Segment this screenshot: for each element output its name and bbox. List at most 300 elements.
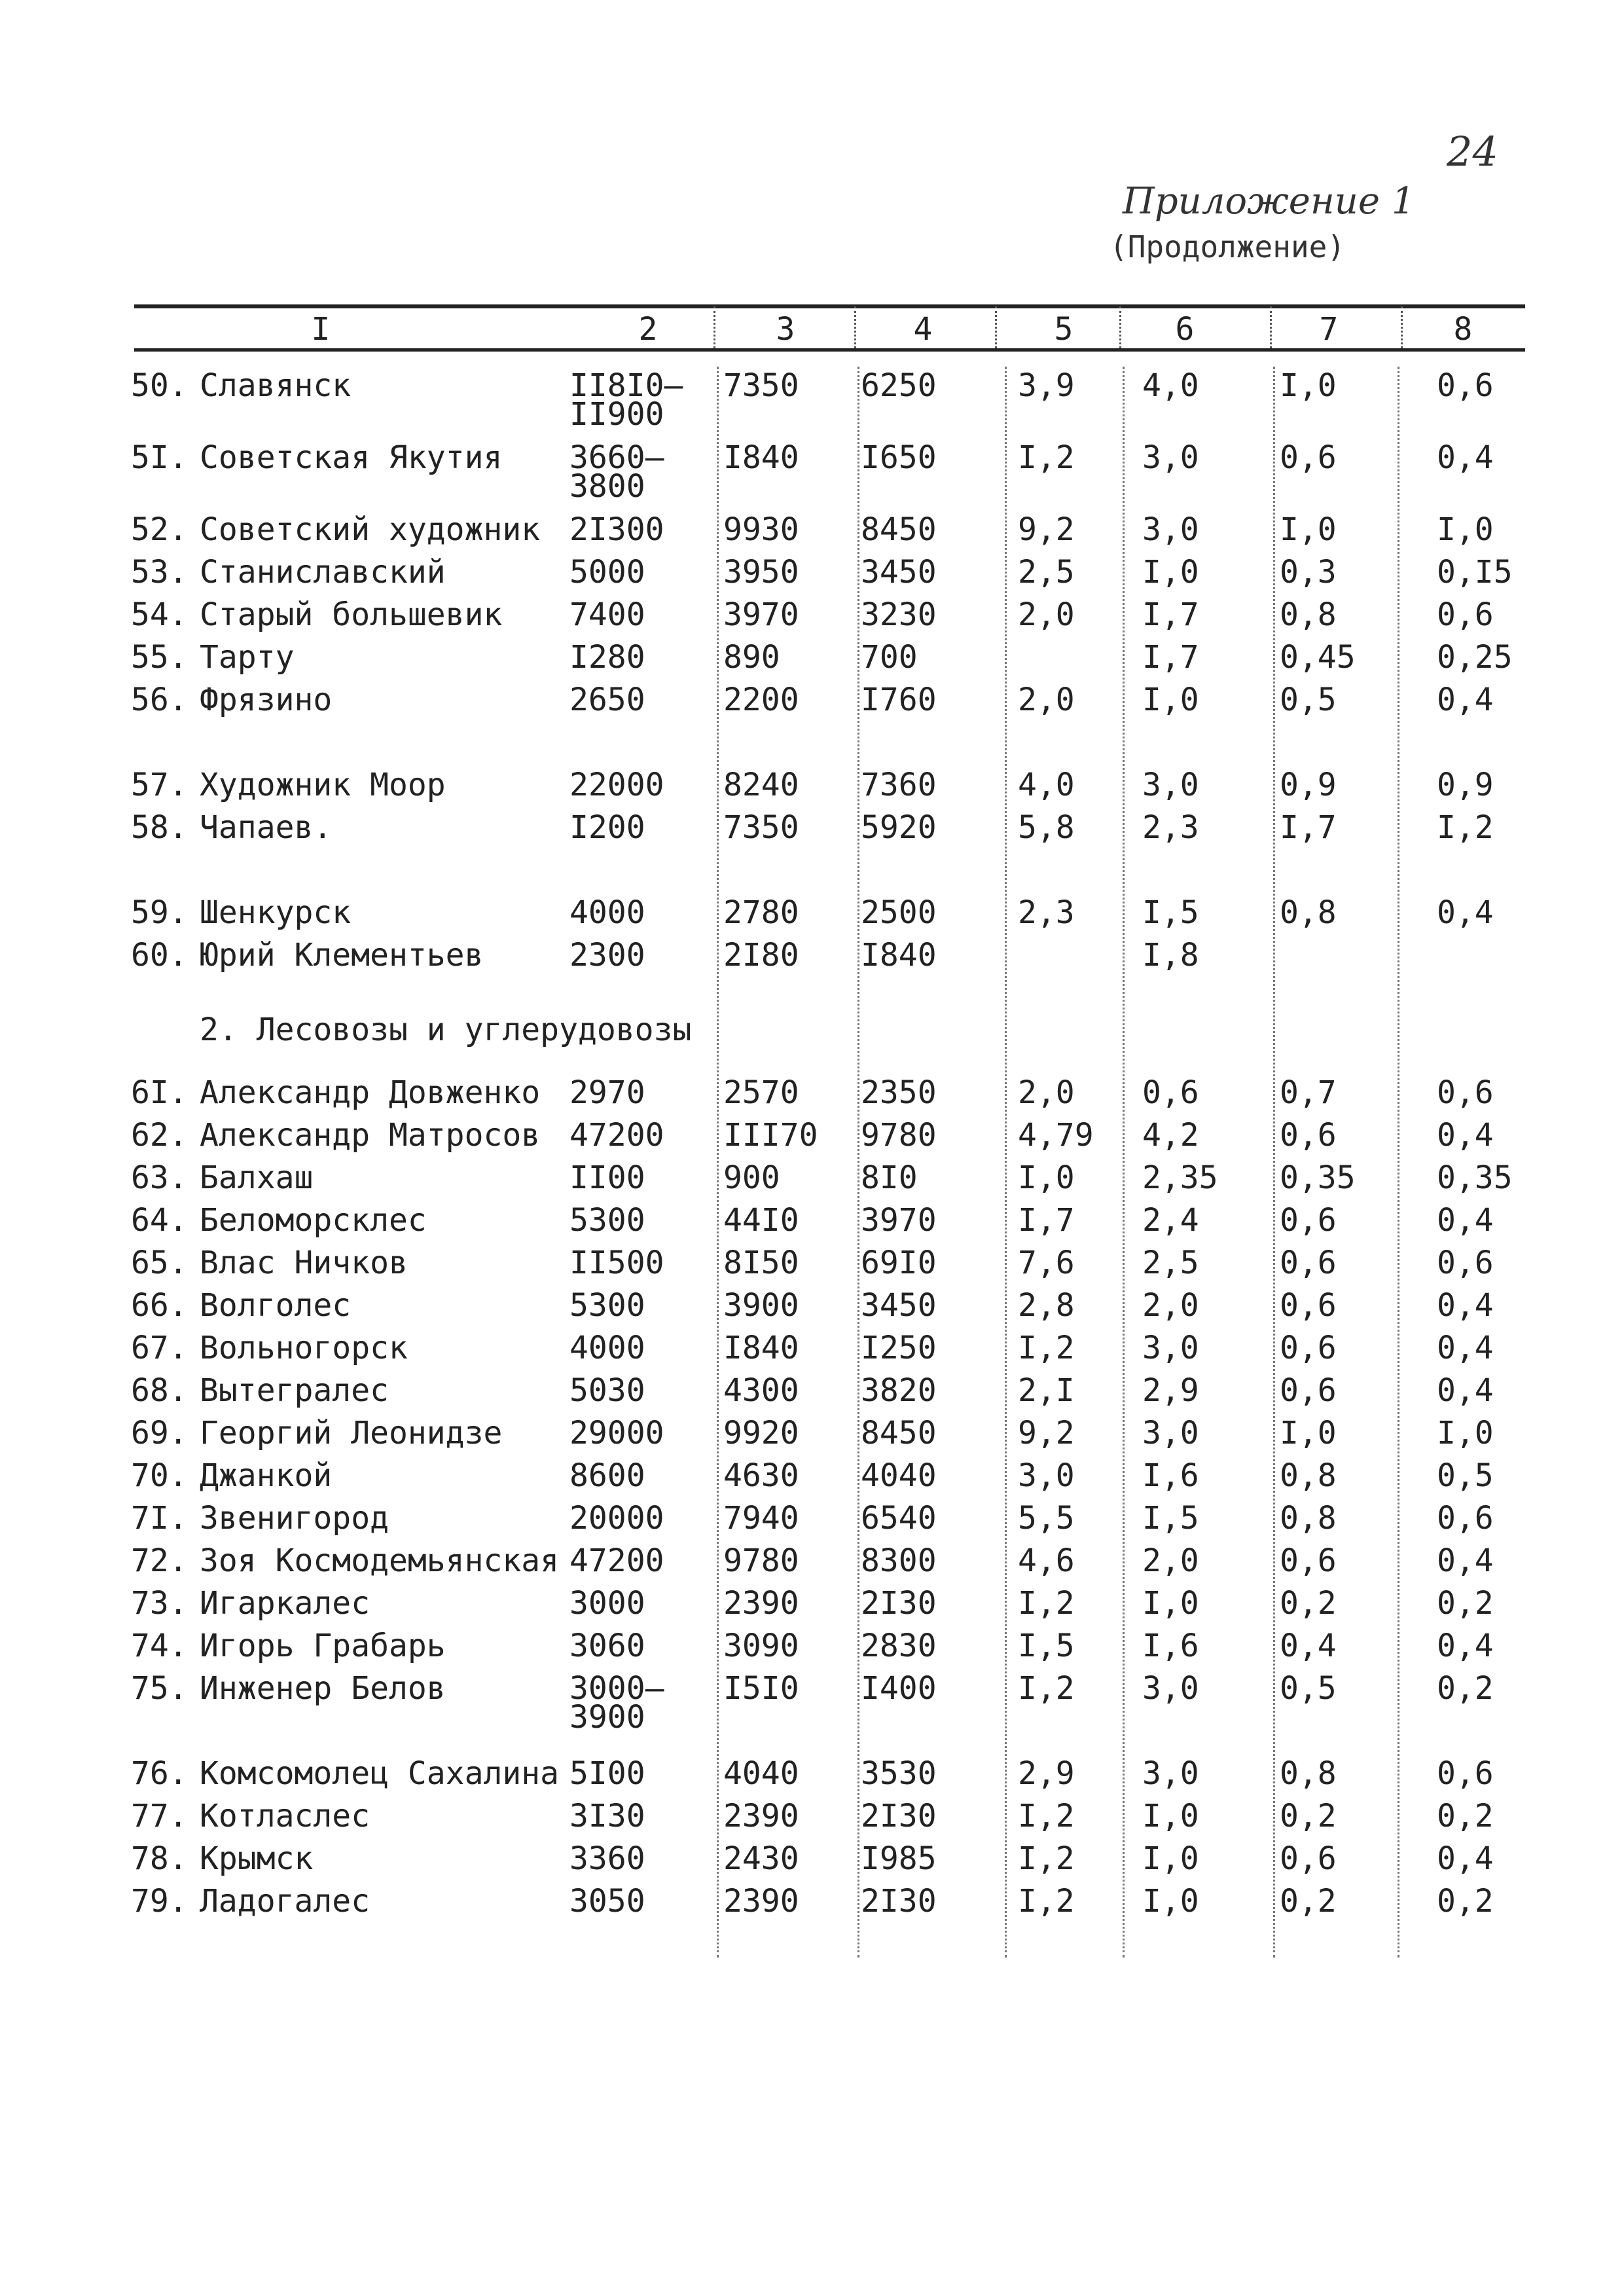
- cell-col-8: 0,2: [1437, 1883, 1494, 1920]
- table-row: [0, 1457, 1624, 1506]
- cell-col-3: 7940: [723, 1500, 799, 1537]
- vessel-name: Чапаев.: [200, 809, 333, 846]
- cell-col-3: 2200: [723, 682, 799, 718]
- cell-col-7: 0,4: [1280, 1628, 1337, 1664]
- cell-col-2: II500: [569, 1245, 664, 1281]
- cell-col-3: 890: [723, 639, 780, 676]
- cell-col-6: 3,0: [1142, 1755, 1199, 1792]
- cell-col-6: 3,0: [1142, 439, 1199, 476]
- row-number: 63.: [131, 1159, 188, 1196]
- vessel-name: Котласлес: [200, 1798, 370, 1834]
- row-number: 59.: [131, 894, 188, 931]
- cell-col-8: 0,9: [1437, 767, 1494, 803]
- cell-col-5: 5,8: [1018, 809, 1075, 846]
- cell-col-2: 5000: [569, 554, 645, 591]
- appendix-title: Приложение 1: [1123, 180, 1415, 223]
- cell-col-6: 3,0: [1142, 1330, 1199, 1366]
- cell-col-7: 0,6: [1280, 1245, 1337, 1281]
- cell-col-2: 3000: [569, 1585, 645, 1622]
- cell-col-2: 2970: [569, 1074, 645, 1111]
- cell-col-6: I,0: [1142, 1883, 1199, 1920]
- cell-col-6: 3,0: [1142, 511, 1199, 548]
- cell-col-5: 2,5: [1018, 554, 1075, 591]
- vessel-name: Балхаш: [200, 1159, 314, 1196]
- cell-col-6: I,0: [1142, 1840, 1199, 1877]
- cell-col-2: 8600: [569, 1457, 645, 1494]
- cell-col-5: I,7: [1018, 1202, 1075, 1239]
- cell-col-4: 8I0: [861, 1159, 918, 1196]
- cell-col-5: I,2: [1018, 1840, 1075, 1877]
- cell-col-3: 2390: [723, 1798, 799, 1834]
- table-row: [0, 1630, 1624, 1676]
- cell-col-3: III70: [723, 1117, 818, 1154]
- row-number: 6I.: [131, 1074, 188, 1111]
- cell-col-6: 3,0: [1142, 1415, 1199, 1451]
- cell-col-2: 22000: [569, 767, 664, 803]
- cell-col-4: 3820: [861, 1372, 937, 1409]
- cell-col-4: 6540: [861, 1500, 937, 1537]
- cell-col-7: 0,5: [1280, 1670, 1337, 1707]
- table-row: [0, 939, 1624, 985]
- table-row: [0, 894, 1624, 943]
- table-row: [0, 684, 1624, 730]
- cell-col-6: 2,35: [1142, 1159, 1218, 1196]
- cell-col-8: 0,25: [1437, 639, 1513, 676]
- cell-col-3: 9920: [723, 1415, 799, 1451]
- vessel-name: Комсомолец Сахалина: [200, 1755, 560, 1792]
- cell-col-4: 9780: [861, 1117, 937, 1154]
- table-row: [0, 1074, 1624, 1123]
- vessel-name: Беломорсклес: [200, 1202, 427, 1239]
- cell-col-4: I650: [861, 439, 937, 476]
- cell-col-2: 4000: [569, 1330, 645, 1366]
- cell-col-8: 0,4: [1437, 1542, 1494, 1579]
- cell-col-2: 20000: [569, 1500, 664, 1537]
- vessel-name: Ладогалес: [200, 1883, 370, 1920]
- row-number: 64.: [131, 1202, 188, 1239]
- table-row: [0, 1840, 1624, 1889]
- row-number: 78.: [131, 1840, 188, 1877]
- cell-col-4: 7360: [861, 767, 937, 803]
- cell-col-6: I,0: [1142, 1798, 1199, 1834]
- cell-col-4: 3970: [861, 1202, 937, 1239]
- vessel-name: Тарту: [200, 639, 295, 676]
- cell-col-7: 0,6: [1280, 1287, 1337, 1324]
- cell-col-8: 0,I5: [1437, 554, 1513, 591]
- vessel-name: Игаркалес: [200, 1585, 370, 1622]
- cell-col-5: I,2: [1018, 439, 1075, 476]
- cell-col-5: 4,0: [1018, 767, 1075, 803]
- cell-col-2: 47200: [569, 1542, 664, 1579]
- cell-col-2: 3360: [569, 1840, 645, 1877]
- cell-col-3: 8240: [723, 767, 799, 803]
- cell-col-3: 3090: [723, 1628, 799, 1664]
- vessel-name: Георгий Леонидзе: [200, 1415, 503, 1451]
- vessel-name: Зоя Космодемьянская: [200, 1542, 560, 1579]
- vessel-name: Славянск: [200, 367, 352, 404]
- row-number: 54.: [131, 596, 188, 633]
- cell-col-4: 3530: [861, 1755, 937, 1792]
- column-divider: [717, 367, 719, 1958]
- cell-col-3: I840: [723, 439, 799, 476]
- cell-col-4: 2I30: [861, 1585, 937, 1622]
- cell-col-2: 5I00: [569, 1755, 645, 1792]
- cell-col-5: I,2: [1018, 1883, 1075, 1920]
- cell-col-7: 0,2: [1280, 1883, 1337, 1920]
- row-number: 66.: [131, 1287, 188, 1324]
- row-number: 53.: [131, 554, 188, 591]
- vessel-name: Александр Матросов: [200, 1117, 541, 1154]
- cell-col-3: 4300: [723, 1372, 799, 1409]
- cell-col-7: I,0: [1280, 1415, 1337, 1451]
- cell-col-6: 2,4: [1142, 1202, 1199, 1239]
- cell-col-5: I,2: [1018, 1798, 1075, 1834]
- table-row: [0, 1247, 1624, 1293]
- table-row: [0, 1883, 1624, 1931]
- column-divider: [857, 367, 859, 1958]
- cell-col-7: I,7: [1280, 809, 1337, 846]
- cell-col-6: I,0: [1142, 554, 1199, 591]
- cell-col-2: 47200: [569, 1117, 664, 1154]
- cell-col-8: 0,6: [1437, 1755, 1494, 1792]
- cell-col-2: 5300: [569, 1287, 645, 1324]
- table-row: [0, 1287, 1624, 1336]
- cell-col-2-continuation: 3800: [569, 468, 645, 505]
- cell-col-3: 7350: [723, 367, 799, 404]
- cell-col-5: 2,0: [1018, 682, 1075, 718]
- cell-col-2: 3660– 3800: [569, 439, 664, 505]
- cell-col-3: 9930: [723, 511, 799, 548]
- cell-col-3: 2I80: [723, 937, 799, 974]
- table-row: [0, 439, 1624, 505]
- cell-col-7: 0,6: [1280, 1330, 1337, 1366]
- cell-col-2: 2300: [569, 937, 645, 974]
- cell-col-8: 0,6: [1437, 1500, 1494, 1537]
- cell-col-8: 0,6: [1437, 1074, 1494, 1111]
- row-number: 74.: [131, 1628, 188, 1664]
- cell-col-3: 7350: [723, 809, 799, 846]
- cell-col-2: 2650: [569, 682, 645, 718]
- row-number: 75.: [131, 1670, 188, 1707]
- cell-col-5: 2,0: [1018, 1074, 1075, 1111]
- cell-col-6: 4,0: [1142, 367, 1199, 404]
- cell-col-5: I,0: [1018, 1159, 1075, 1196]
- cell-col-4: 5920: [861, 809, 937, 846]
- table-row: [0, 1800, 1624, 1846]
- cell-col-6: I,8: [1142, 937, 1199, 974]
- cell-col-6: I,7: [1142, 596, 1199, 633]
- cell-col-4: I760: [861, 682, 937, 718]
- cell-col-6: I,0: [1142, 682, 1199, 718]
- cell-col-6: 2,0: [1142, 1287, 1199, 1324]
- cell-col-5: 5,5: [1018, 1500, 1075, 1537]
- column-header: 2: [638, 311, 658, 348]
- cell-col-7: 0,5: [1280, 682, 1337, 718]
- cell-col-4: I840: [861, 937, 937, 974]
- cell-col-2: 3060: [569, 1628, 645, 1664]
- cell-col-4: 69I0: [861, 1245, 937, 1281]
- cell-col-6: I,7: [1142, 639, 1199, 676]
- cell-col-7: 0,6: [1280, 1840, 1337, 1877]
- table-row: [0, 1755, 1624, 1804]
- cell-col-3: 44I0: [723, 1202, 799, 1239]
- cell-col-8: I,0: [1437, 511, 1494, 548]
- cell-col-8: 0,4: [1437, 1202, 1494, 1239]
- row-number: 73.: [131, 1585, 188, 1622]
- vessel-name: Художник Моор: [200, 767, 446, 803]
- cell-col-6: 0,6: [1142, 1074, 1199, 1111]
- cell-col-7: 0,35: [1280, 1159, 1356, 1196]
- cell-col-6: I,5: [1142, 1500, 1199, 1537]
- table-row: [0, 809, 1624, 858]
- row-number: 70.: [131, 1457, 188, 1494]
- cell-col-2: 5300: [569, 1202, 645, 1239]
- cell-col-5: 2,0: [1018, 596, 1075, 633]
- cell-col-2: 29000: [569, 1415, 664, 1451]
- column-divider: [1123, 367, 1125, 1958]
- row-number: 62.: [131, 1117, 188, 1154]
- cell-col-7: 0,6: [1280, 1542, 1337, 1579]
- cell-col-2: I280: [569, 639, 645, 676]
- cell-col-8: 0,4: [1437, 439, 1494, 476]
- vessel-name: Крымск: [200, 1840, 314, 1877]
- column-divider: [1401, 306, 1403, 348]
- vessel-name: Юрий Клементьев: [200, 937, 484, 974]
- vessel-name: Волголес: [200, 1287, 352, 1324]
- cell-col-4: 3450: [861, 1287, 937, 1324]
- cell-col-3: I840: [723, 1330, 799, 1366]
- cell-col-7: 0,8: [1280, 596, 1337, 633]
- cell-col-8: 0,4: [1437, 1840, 1494, 1877]
- cell-col-2: 7400: [569, 596, 645, 633]
- cell-col-8: 0,6: [1437, 367, 1494, 404]
- cell-col-8: I,0: [1437, 1415, 1494, 1451]
- table-top-rule: [134, 304, 1525, 308]
- vessel-name: Игорь Грабарь: [200, 1628, 446, 1664]
- cell-col-3: 9780: [723, 1542, 799, 1579]
- column-divider: [1119, 306, 1121, 348]
- cell-col-8: 0,5: [1437, 1457, 1494, 1494]
- cell-col-6: I,6: [1142, 1457, 1199, 1494]
- row-number: 60.: [131, 937, 188, 974]
- cell-col-3: 3970: [723, 596, 799, 633]
- cell-col-3: 3950: [723, 554, 799, 591]
- cell-col-6: I,5: [1142, 894, 1199, 931]
- cell-col-4: 2I30: [861, 1883, 937, 1920]
- cell-col-4: 2I30: [861, 1798, 937, 1834]
- column-divider: [1273, 367, 1275, 1958]
- cell-col-4: 3230: [861, 596, 937, 633]
- row-number: 65.: [131, 1245, 188, 1281]
- cell-col-2-continuation: II900: [569, 396, 664, 433]
- vessel-name: Советская Якутия: [200, 439, 503, 476]
- cell-col-4: 2830: [861, 1628, 937, 1664]
- cell-col-3: 2780: [723, 894, 799, 931]
- row-number: 52.: [131, 511, 188, 548]
- cell-col-3: 2570: [723, 1074, 799, 1111]
- column-divider: [1270, 306, 1272, 348]
- cell-col-4: 8300: [861, 1542, 937, 1579]
- table-row: [0, 596, 1624, 645]
- cell-col-8: 0,4: [1437, 894, 1494, 931]
- vessel-name: Шенкурск: [200, 894, 352, 931]
- table-row: [0, 556, 1624, 602]
- column-header: 4: [913, 311, 933, 348]
- cell-col-8: 0,2: [1437, 1670, 1494, 1707]
- row-number: 69.: [131, 1415, 188, 1451]
- column-header: 7: [1319, 311, 1339, 348]
- row-number: 77.: [131, 1798, 188, 1834]
- column-divider: [713, 306, 715, 348]
- cell-col-5: I,2: [1018, 1670, 1075, 1707]
- column-divider: [854, 306, 856, 348]
- column-header: 5: [1054, 311, 1074, 348]
- vessel-name: Александр Довженко: [200, 1074, 541, 1111]
- row-number: 56.: [131, 682, 188, 718]
- row-number: 72.: [131, 1542, 188, 1579]
- cell-col-4: I400: [861, 1670, 937, 1707]
- row-number: 7I.: [131, 1500, 188, 1537]
- cell-col-2: 2I300: [569, 511, 664, 548]
- cell-col-3: 2390: [723, 1585, 799, 1622]
- cell-col-3: I5I0: [723, 1670, 799, 1707]
- cell-col-6: 4,2: [1142, 1117, 1199, 1154]
- cell-col-8: 0,2: [1437, 1585, 1494, 1622]
- table-row: [0, 1585, 1624, 1633]
- row-number: 50.: [131, 367, 188, 404]
- cell-col-7: 0,6: [1280, 1202, 1337, 1239]
- cell-col-6: I,0: [1142, 1585, 1199, 1622]
- cell-col-7: 0,6: [1280, 1372, 1337, 1409]
- table-row: [0, 1670, 1624, 1736]
- cell-col-5: 2,8: [1018, 1287, 1075, 1324]
- column-divider: [995, 306, 997, 348]
- row-number: 79.: [131, 1883, 188, 1920]
- page-number: 24: [1447, 128, 1498, 175]
- cell-col-4: 2350: [861, 1074, 937, 1111]
- cell-col-5: I,2: [1018, 1585, 1075, 1622]
- cell-col-2: I200: [569, 809, 645, 846]
- cell-col-2: 3050: [569, 1883, 645, 1920]
- table-row: [0, 1542, 1624, 1591]
- cell-col-3: 2390: [723, 1883, 799, 1920]
- cell-col-8: 0,4: [1437, 1372, 1494, 1409]
- cell-col-4: 2500: [861, 894, 937, 931]
- table-row: [0, 1159, 1624, 1208]
- table-row: [0, 1117, 1624, 1165]
- column-header: 8: [1453, 311, 1473, 348]
- row-number: 68.: [131, 1372, 188, 1409]
- cell-col-7: 0,9: [1280, 767, 1337, 803]
- cell-col-2: II8I0– II900: [569, 367, 683, 433]
- cell-col-8: 0,4: [1437, 1117, 1494, 1154]
- cell-col-3: 8I50: [723, 1245, 799, 1281]
- vessel-name: Вольногорск: [200, 1330, 408, 1366]
- row-number: 76.: [131, 1755, 188, 1792]
- cell-col-8: 0,4: [1437, 1287, 1494, 1324]
- cell-col-7: 0,8: [1280, 1500, 1337, 1537]
- cell-col-7: 0,6: [1280, 439, 1337, 476]
- cell-col-5: 9,2: [1018, 511, 1075, 548]
- cell-col-8: 0,35: [1437, 1159, 1513, 1196]
- table-row: [0, 1372, 1624, 1421]
- row-number: 55.: [131, 639, 188, 676]
- cell-col-6: 2,0: [1142, 1542, 1199, 1579]
- cell-col-7: 0,8: [1280, 1755, 1337, 1792]
- cell-col-5: 2,I: [1018, 1372, 1075, 1409]
- cell-col-7: 0,2: [1280, 1798, 1337, 1834]
- cell-col-5: 7,6: [1018, 1245, 1075, 1281]
- vessel-name: Звенигород: [200, 1500, 389, 1537]
- cell-col-8: 0,6: [1437, 1245, 1494, 1281]
- cell-col-8: 0,6: [1437, 596, 1494, 633]
- row-number: 57.: [131, 767, 188, 803]
- column-header: 3: [776, 311, 795, 348]
- section-heading: 2. Лесовозы и углерудовозы: [200, 1011, 692, 1048]
- cell-col-8: 0,2: [1437, 1798, 1494, 1834]
- cell-col-5: 3,0: [1018, 1457, 1075, 1494]
- cell-col-6: 3,0: [1142, 1670, 1199, 1707]
- cell-col-2: 5030: [569, 1372, 645, 1409]
- vessel-name: Джанкой: [200, 1457, 333, 1494]
- cell-col-2: 3000– 3900: [569, 1670, 664, 1736]
- cell-col-7: 0,7: [1280, 1074, 1337, 1111]
- cell-col-7: I,0: [1280, 367, 1337, 404]
- cell-col-7: 0,2: [1280, 1585, 1337, 1622]
- appendix-subtitle: (Продолжение): [1110, 229, 1346, 264]
- cell-col-2: 4000: [569, 894, 645, 931]
- cell-col-7: 0,8: [1280, 1457, 1337, 1494]
- cell-col-3: 4630: [723, 1457, 799, 1494]
- cell-col-5: 4,79: [1018, 1117, 1094, 1154]
- row-number: 67.: [131, 1330, 188, 1366]
- row-number: 5I.: [131, 439, 188, 476]
- cell-col-5: I,5: [1018, 1628, 1075, 1664]
- table-row: [0, 769, 1624, 815]
- cell-col-7: 0,6: [1280, 1117, 1337, 1154]
- table-row: [0, 1202, 1624, 1250]
- cell-col-2: 3I30: [569, 1798, 645, 1834]
- cell-col-4: 8450: [861, 511, 937, 548]
- cell-col-2-continuation: 3900: [569, 1699, 645, 1736]
- cell-col-3: 900: [723, 1159, 780, 1196]
- vessel-name: Старый большевик: [200, 596, 503, 633]
- cell-col-7: 0,8: [1280, 894, 1337, 931]
- cell-col-5: 2,9: [1018, 1755, 1075, 1792]
- cell-col-6: I,6: [1142, 1628, 1199, 1664]
- column-divider: [1398, 367, 1399, 1958]
- cell-col-6: 2,5: [1142, 1245, 1199, 1281]
- vessel-name: Станиславский: [200, 554, 446, 591]
- cell-col-6: 2,9: [1142, 1372, 1199, 1409]
- vessel-name: Вытегралес: [200, 1372, 389, 1409]
- column-header: 6: [1175, 311, 1195, 348]
- cell-col-6: 3,0: [1142, 767, 1199, 803]
- column-header: I: [311, 311, 331, 348]
- cell-col-2: II00: [569, 1159, 645, 1196]
- cell-col-8: 0,4: [1437, 682, 1494, 718]
- cell-col-5: 9,2: [1018, 1415, 1075, 1451]
- cell-col-4: 8450: [861, 1415, 937, 1451]
- cell-col-4: 3450: [861, 554, 937, 591]
- table-row: [0, 1500, 1624, 1548]
- cell-col-5: I,2: [1018, 1330, 1075, 1366]
- vessel-name: Влас Ничков: [200, 1245, 408, 1281]
- cell-col-6: 2,3: [1142, 809, 1199, 846]
- cell-col-4: I250: [861, 1330, 937, 1366]
- vessel-name: Фрязино: [200, 682, 333, 718]
- cell-col-4: I985: [861, 1840, 937, 1877]
